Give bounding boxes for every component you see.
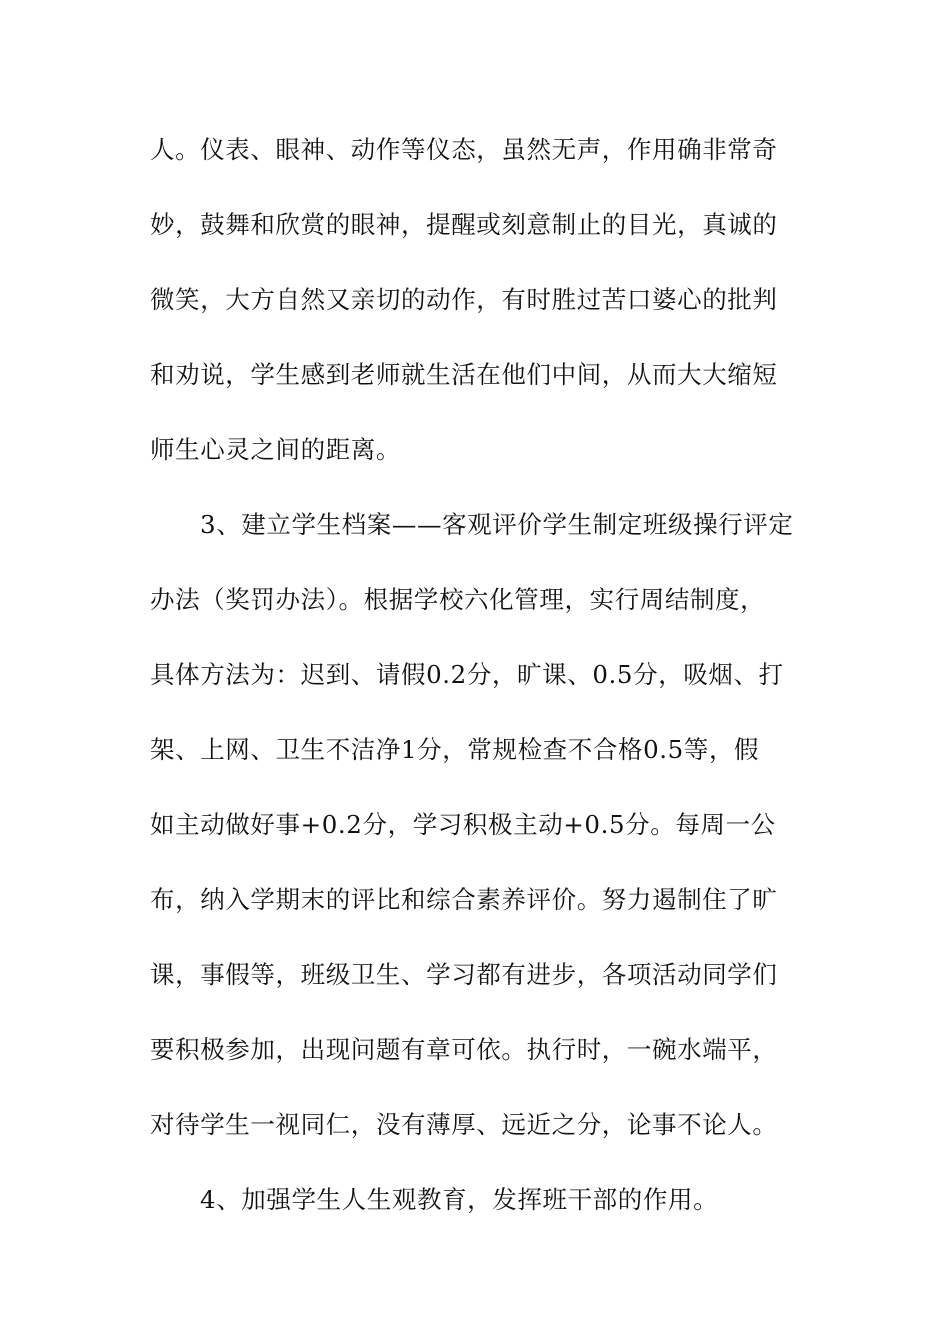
text-line: 师生心灵之间的距离。 [150, 435, 401, 464]
text-line: 人。仪表、眼神、动作等仪态，虽然无声，作用确非常奇 [150, 135, 778, 164]
text-line: 办法（奖罚办法）。根据学校六化管理，实行周结制度， [150, 585, 766, 614]
text-line: 布，纳入学期末的评比和综合素养评价。努力遏制住了旷 [150, 885, 778, 914]
text-line: 3、建立学生档案——客观评价学生制定班级操行评定 [200, 510, 794, 539]
text-line: 4、加强学生人生观教育，发挥班干部的作用。 [200, 1185, 719, 1214]
text-line: 要积极参加，出现问题有章可依。执行时，一碗水端平， [150, 1035, 778, 1064]
text-line: 妙，鼓舞和欣赏的眼神，提醒或刻意制止的目光，真诚的 [150, 210, 778, 239]
text-line: 微笑，大方自然又亲切的动作，有时胜过苦口婆心的批判 [150, 285, 778, 314]
text-line: 课，事假等，班级卫生、学习都有进步，各项活动同学们 [150, 960, 778, 989]
text-line: 架、上网、卫生不洁净1分，常规检查不合格0.5等，假 [150, 735, 760, 764]
text-line: 如主动做好事+0.2分，学习积极主动+0.5分。每周一公 [150, 810, 776, 839]
text-line: 对待学生一视同仁，没有薄厚、远近之分，论事不论人。 [150, 1110, 778, 1139]
text-line: 和劝说，学生感到老师就生活在他们中间，从而大大缩短 [150, 360, 778, 389]
text-line: 具体方法为：迟到、请假0.2分，旷课、0.5分，吸烟、打 [150, 660, 784, 689]
